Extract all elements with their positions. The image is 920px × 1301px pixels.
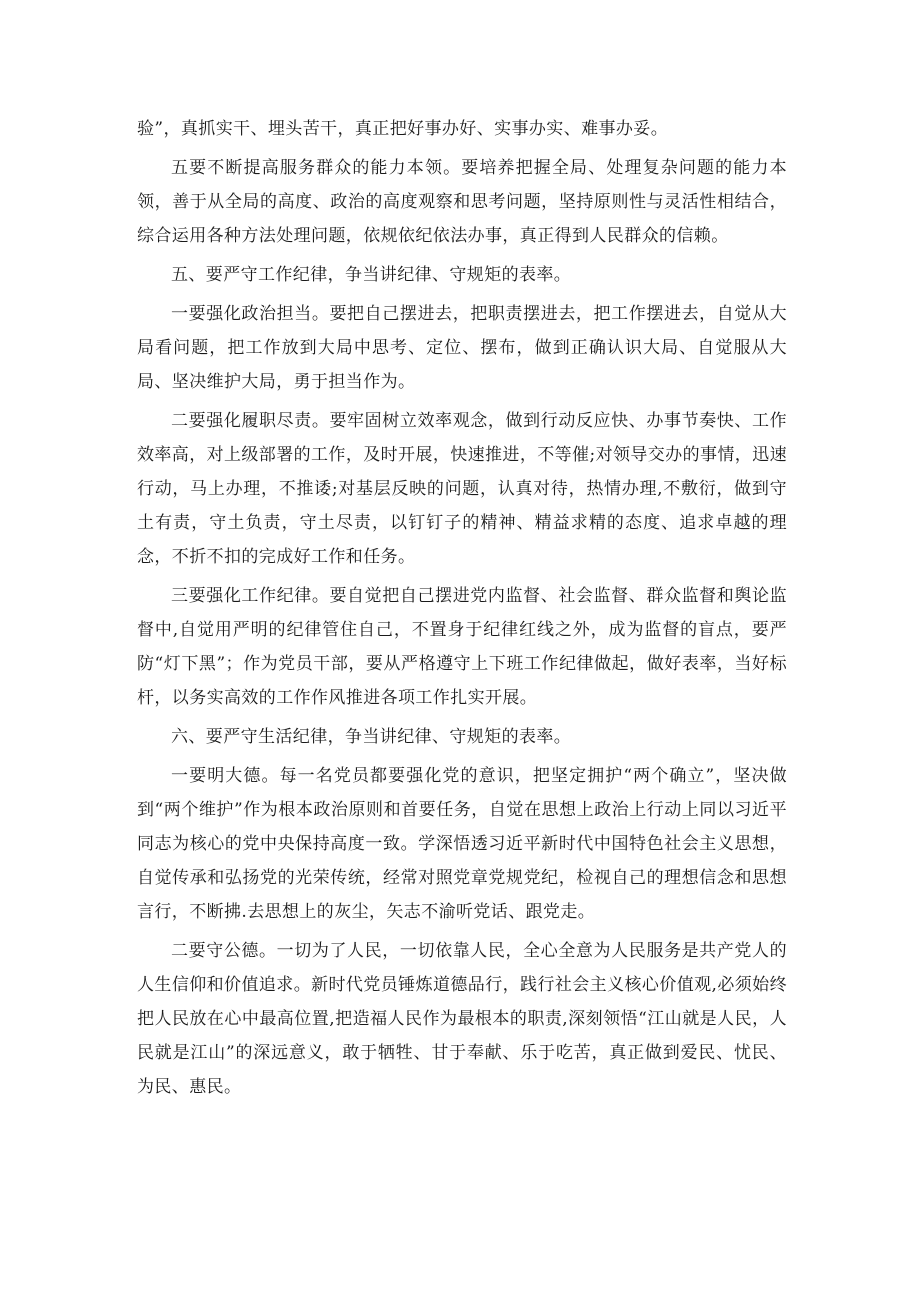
section-heading-life-discipline: 六、要严守生活纪律，争当讲纪律、守规矩的表率。 [171,727,572,747]
section-heading-work-discipline: 五、要严守工作纪律，争当讲纪律、守规矩的表率。 [171,265,572,285]
paragraph-public-virtue: 二要守公德。一切为了人民，一切依靠人民，全心全意为人民服务是共产党人的人生信仰和价值追求。新时代党员锤炼道德品行，践行社会主义核心价值观,必须始终把人民放在心中最高位置,把造福人民作为最根本的职责,深刻领悟“江山就是人民，人民就是江山”的深远意义，敢于牺牲、甘于奉献、乐于吃苦，真正做到爱民、忧民、为民、惠民。 [137,941,787,1097]
paragraph-great-virtue: 一要明大德。每一名党员都要强化党的意识，把坚定拥护“两个确立”，坚决做到“两个维护”作为根本政治原则和首要任务，自觉在思想上政治上行动上同以习近平同志为核心的党中央保持高度一致。学深悟透习近平新时代中国特色社会主义思想，自觉传承和弘扬党的光荣传统，经常对照党章党规党纪，检视自己的理想信念和思想言行，不断拂.去思想上的灰尘，矢志不渝听党话、跟党走。 [137,766,787,922]
document-body [137,112,787,1109]
paragraph-continuation: 验”，真抓实干、埋头苦干，真正把好事办好、实事办实、难事办妥。 [137,119,669,139]
paragraph-work-discipline: 三要强化工作纪律。要自觉把自己摆进党内监督、社会监督、群众监督和舆论监督中,自觉用严明的纪律管住自己，不置身于纪律红线之外，成为监督的盲点，要严防“灯下黑”；作为党员干部，要从严格遵守上下班工作纪律做起，做好表率，当好标杆，以务实高效的工作作风推进各项工作扎实开展。 [137,586,787,708]
paragraph-duty-performance: 二要强化履职尽责。要牢固树立效率观念，做到行动反应快、办事节奏快、工作效率高，对上级部署的工作，及时开展，快速推进，不等催;对领导交办的事情，迅速行动，马上办理，不推诿;对基层反映的问题，认真对待，热情办理,不敷衍，做到守土有责，守土负责，守土尽责，以钉钉子的精神、精益求精的态度、追求卓越的理念，不折不扣的完成好工作和任务。 [137,411,787,567]
paragraph-fifth-requirement: 五要不断提高服务群众的能力本领。要培养把握全局、处理复杂问题的能力本领，善于从全局的高度、政治的高度观察和思考问题，坚持原则性与灵活性相结合，综合运用各种方法处理问题，依规依纪依法办事，真正得到人民群众的信赖。 [137,158,787,246]
paragraph-political-responsibility: 一要强化政治担当。要把自己摆进去，把职责摆进去，把工作摆进去，自觉从大局看问题，把工作放到大局中思考、定位、摆布，做到正确认识大局、自觉服从大局、坚决维护大局，勇于担当作为。 [137,304,787,392]
